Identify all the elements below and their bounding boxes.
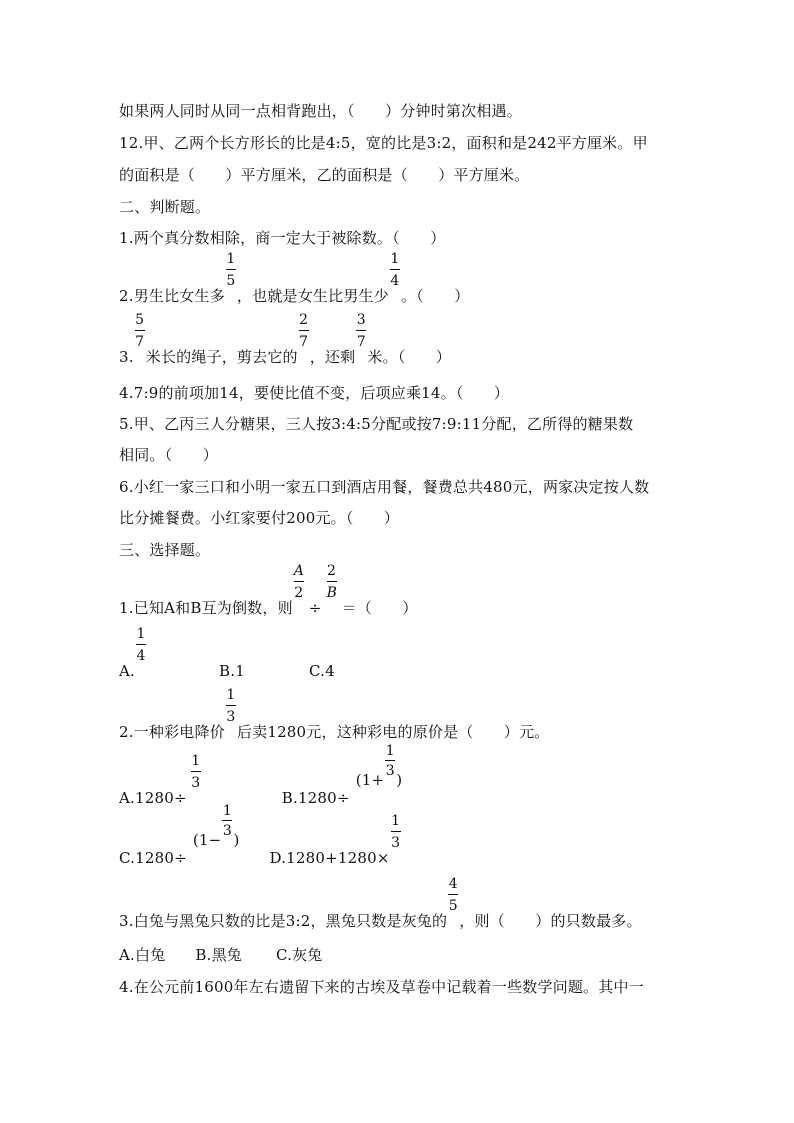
text-line-continued — [119, 101, 694, 121]
question-12-line-1 — [119, 133, 694, 153]
paren-expression-open: (1− — [192, 831, 222, 849]
fraction-numerator: 1 — [385, 743, 395, 759]
fraction-numerator: 1 — [226, 687, 236, 703]
fraction-denominator: 3 — [226, 709, 236, 725]
option-c: C.灰兔 — [276, 946, 323, 964]
fraction-denominator: 7 — [356, 334, 366, 350]
fraction-denominator: 3 — [385, 763, 395, 779]
fraction-1-3 — [222, 803, 232, 845]
fraction-numerator: 1 — [226, 251, 236, 267]
fraction-denominator: B — [326, 585, 338, 601]
judgment-question-2 — [119, 251, 694, 306]
line-text: 后卖1280元，这种彩电的原价是（ ）元。 — [236, 723, 550, 741]
fraction-denominator: 2 — [294, 585, 304, 601]
fraction-bar — [356, 330, 366, 331]
fraction-5-7 — [135, 312, 145, 362]
section-heading-judgment — [119, 197, 694, 217]
paren-expression-close: ) — [396, 771, 403, 789]
option-a: A.白兔 — [119, 946, 166, 964]
line-text: 米长的绳子，剪去它的 — [145, 348, 298, 366]
section-title: 二、判断题。 — [119, 198, 211, 216]
fraction-bar — [385, 760, 395, 761]
line-text: 4.在公元前1600年左右遗留下来的古埃及草卷中记载着一些数学问题。其中一 — [119, 978, 644, 996]
fraction-numerator: 1 — [136, 626, 146, 642]
fraction-denominator: 5 — [448, 898, 458, 914]
fraction-denominator: 3 — [391, 835, 401, 851]
fraction-bar — [448, 894, 458, 895]
fraction-numerator: 4 — [448, 876, 458, 892]
option-a-label: A. — [119, 662, 136, 680]
line-text: 相同。（ ） — [119, 446, 218, 464]
fraction-1-4 — [390, 251, 400, 301]
option-b: B.黑兔 — [195, 946, 242, 964]
line-text: ，则（ ）的只数最多。 — [459, 912, 642, 930]
line-text: 的面积是（ ）平方厘米，乙的面积是（ ）平方厘米。 — [119, 166, 530, 184]
line-text: 2.男生比女生多 — [119, 287, 225, 305]
fraction-2-7 — [299, 312, 309, 362]
paren-expression-close: ) — [233, 831, 240, 849]
fraction-bar — [222, 820, 232, 821]
fraction-numerator: 1 — [390, 251, 400, 267]
option-d-label: D.1280+1280× — [269, 849, 390, 867]
choice-question-3 — [119, 876, 694, 931]
fraction-denominator: 3 — [191, 775, 201, 791]
choice-question-3-options — [119, 945, 694, 965]
section-heading-choice — [119, 540, 694, 560]
judgment-question-6-line-1 — [119, 477, 694, 497]
fraction-bar — [226, 705, 236, 706]
fraction-1-5 — [226, 251, 236, 301]
choice-question-2-options-ab — [119, 743, 694, 808]
fraction-numerator: 1 — [222, 803, 232, 819]
line-text: 米。（ ） — [367, 348, 452, 366]
fraction-denominator: 5 — [226, 273, 236, 289]
fraction-denominator: 7 — [135, 334, 145, 350]
section-title: 三、选择题。 — [119, 541, 211, 559]
line-text: 12.甲、乙两个长方形长的比是4:5，宽的比是3:2，面积和是242平方厘米。甲 — [119, 134, 648, 152]
judgment-question-4 — [119, 383, 694, 403]
judgment-question-1 — [119, 228, 694, 248]
fraction-numerator: 1 — [191, 753, 201, 769]
fraction-numerator: 2 — [327, 563, 337, 579]
fraction-bar — [391, 831, 401, 832]
choice-question-1 — [119, 563, 694, 618]
option-c-label: C.1280÷ — [119, 849, 187, 867]
choice-question-4-line-1 — [119, 977, 694, 997]
fraction-bar — [294, 581, 304, 582]
line-text: 3. — [119, 348, 134, 366]
fraction-1-3 — [226, 687, 236, 737]
judgment-question-5-line-1 — [119, 414, 694, 434]
fraction-denominator: 3 — [222, 823, 232, 839]
option-c: C.4 — [308, 662, 335, 680]
option-a-label: A.1280÷ — [119, 789, 187, 807]
line-text: 如果两人同时从同一点相背跑出，（ ）分钟时第次相遇。 — [119, 102, 522, 120]
line-text: 1.已知A和B互为倒数，则 — [119, 599, 293, 617]
line-text: 4.7:9的前项加14，要使比值不变，后项应乘14。（ ） — [119, 384, 510, 402]
choice-question-2 — [119, 687, 694, 742]
line-text: ，也就是女生比男生少 — [236, 287, 389, 305]
line-text: 1.两个真分数相除，商一定大于被除数。（ ） — [119, 229, 446, 247]
fraction-numerator: 5 — [135, 312, 145, 328]
fraction-bar — [226, 269, 236, 270]
judgment-question-3 — [119, 312, 694, 367]
fraction-1-3 — [391, 813, 401, 863]
fraction-3-7 — [356, 312, 366, 362]
judgment-question-5-line-2 — [119, 445, 694, 465]
fraction-numerator: 3 — [356, 312, 366, 328]
fraction-bar — [191, 771, 201, 772]
fraction-numerator: 1 — [391, 813, 401, 829]
fraction-bar — [327, 581, 337, 582]
choice-question-2-options-cd — [119, 803, 694, 868]
judgment-question-6-line-2 — [119, 508, 694, 528]
fraction-4-5 — [448, 876, 458, 926]
choice-question-1-options — [119, 626, 694, 681]
fraction-bar — [299, 330, 309, 331]
option-b: B.1 — [219, 662, 245, 680]
divide-sign: ÷ — [308, 599, 322, 617]
fraction-1-3 — [191, 753, 201, 803]
line-text: ，还剩 — [309, 348, 356, 366]
fraction-2-over-b — [326, 563, 338, 613]
fraction-numerator: A — [293, 563, 305, 579]
fraction-numerator: 2 — [299, 312, 309, 328]
option-b-label: B.1280÷ — [281, 789, 350, 807]
line-text: 6.小红一家三口和小明一家五口到酒店用餐，餐费总共480元，两家决定按人数 — [119, 478, 650, 496]
line-text: 5.甲、乙丙三人分糖果，三人按3:4:5分配或按7:9:11分配，乙所得的糖果数 — [119, 415, 634, 433]
line-text: 比分摊餐费。小红家要付200元。（ ） — [119, 509, 400, 527]
line-text: ＝（ ） — [341, 599, 418, 617]
fraction-denominator: 7 — [299, 334, 309, 350]
fraction-bar — [135, 330, 145, 331]
question-12-line-2 — [119, 165, 694, 185]
line-text: 3.白兔与黑兔只数的比是3:2，黑兔只数是灰兔的 — [119, 912, 448, 930]
line-text: 2.一种彩电降价 — [119, 723, 225, 741]
fraction-denominator: 4 — [136, 648, 146, 664]
fraction-bar — [136, 644, 146, 645]
fraction-denominator: 4 — [390, 273, 400, 289]
fraction-1-4-option — [136, 626, 146, 676]
fraction-a-over-2 — [293, 563, 305, 613]
fraction-1-3 — [385, 743, 395, 785]
paren-expression-open: (1+ — [355, 771, 385, 789]
line-text: 。（ ） — [400, 287, 470, 305]
fraction-bar — [390, 269, 400, 270]
